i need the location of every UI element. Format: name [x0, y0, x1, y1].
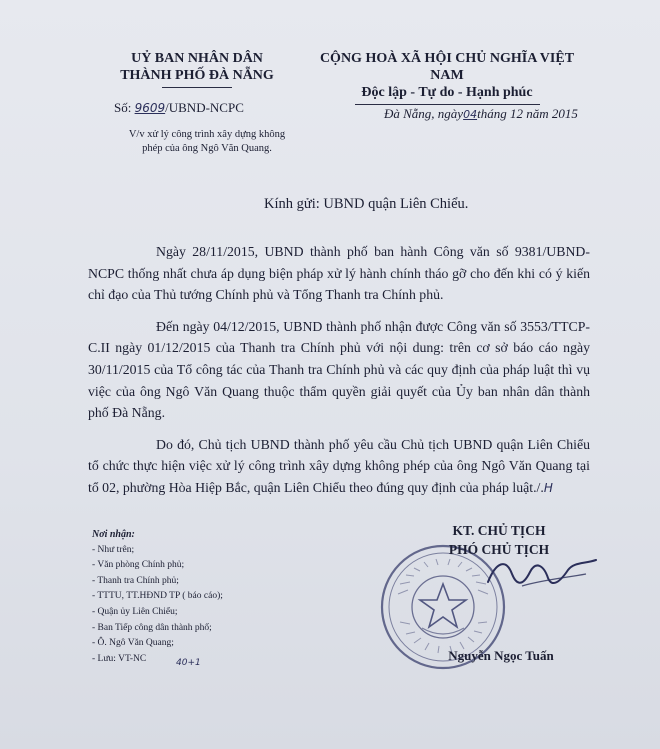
copies-count: 40+1 [176, 658, 201, 668]
docno-handwritten: 9609 [134, 101, 166, 115]
recipients-list [92, 543, 312, 668]
agency-line2: THÀNH PHỐ ĐÀ NẴNG [120, 68, 274, 83]
agency-underline [162, 87, 232, 88]
body-paragraph-3-text: Do đó, Chủ tịch UBND thành phố yêu cầu Chủ tịch UBND quận Liên Chiểu tổ chức thực hiện việc xử lý công trình xây dựng không phép của ông Ngô Văn Quang tại tổ 02, phường Hòa Hiệp Bắc, quận Liên Chiểu theo đúng quy định của pháp luật./. [88, 436, 590, 495]
recipient-item: - Ban Tiếp công dân thành phố; [92, 621, 312, 637]
recipient-item: - Ô. Ngô Văn Quang; [92, 636, 312, 652]
recipient-item: - TTTU, TT.HĐND TP ( báo cáo); [92, 589, 312, 605]
letter-body [88, 241, 590, 510]
recipient-item: - Quận ủy Liên Chiểu; [92, 605, 312, 621]
recipients-title: Nơi nhận: [92, 529, 135, 540]
end-mark: H [543, 480, 553, 495]
docno-suffix: /UBND-NCPC [165, 100, 244, 115]
date-handwritten-day: 04 [463, 108, 478, 121]
signer-title [404, 521, 594, 559]
issue-date [384, 106, 578, 122]
signer-title-line2: PHÓ CHỦ TỊCH [448, 542, 550, 557]
document-number [114, 100, 244, 116]
signer-title-line1: KT. CHỦ TỊCH [452, 523, 546, 538]
body-paragraph-3 [88, 434, 590, 500]
recipients-block [92, 527, 312, 667]
subject-line [112, 128, 302, 156]
nation-line1: CỘNG HOÀ XÃ HỘI CHỦ NGHĨA VIỆT NAM [319, 51, 575, 83]
recipient-item: - Văn phòng Chính phủ; [92, 558, 312, 574]
issuing-agency [92, 50, 302, 88]
recipient-item: - Thanh tra Chính phủ; [92, 574, 312, 590]
recipient-item: - Như trên; [92, 543, 312, 559]
nation-line2: Độc lập - Tự do - Hạnh phúc [361, 85, 533, 100]
body-paragraph-2: Đến ngày 04/12/2015, UBND thành phố nhận được Công văn số 3553/TTCP-C.II ngày 01/12/2015 của Thanh tra Chính phủ với nội dung: trên cơ sở báo cáo ngày 30/11/2015 của Tổ công tác của Thanh tra Chính phủ và các quy định của pháp luật thì vụ việc của ông Ngô Văn Quang thuộc thẩm quyền giải quyết của Ủy ban nhân dân thành phố Đà Nẵng. [88, 318, 590, 421]
subject-line1: V/v xử lý công trình xây dựng không [128, 129, 286, 140]
docno-prefix: Số: [114, 100, 132, 115]
motto-underline [355, 104, 540, 105]
recipient-item: - Lưu: VT-NC [92, 652, 312, 668]
body-paragraph-1: Ngày 28/11/2015, UBND thành phố ban hành Công văn số 9381/UBND-NCPC thống nhất chưa áp dụng biện pháp xử lý hành chính tháo gỡ cho đến khi có ý kiến chỉ đạo của Thủ tướng Chính phủ và Tổng Thanh tra Chính phủ. [88, 244, 590, 303]
greeting: Kính gửi: UBND quận Liên Chiểu. [264, 196, 469, 212]
agency-line1: UỶ BAN NHÂN DÂN [131, 51, 263, 66]
date-suffix: tháng 12 năm 2015 [477, 106, 578, 121]
date-prefix: Đà Nẵng, ngày [384, 106, 464, 121]
national-motto [302, 50, 592, 105]
subject-line2: phép của ông Ngô Văn Quang. [142, 143, 272, 154]
signer-name: Nguyễn Ngọc Tuấn [448, 648, 554, 663]
